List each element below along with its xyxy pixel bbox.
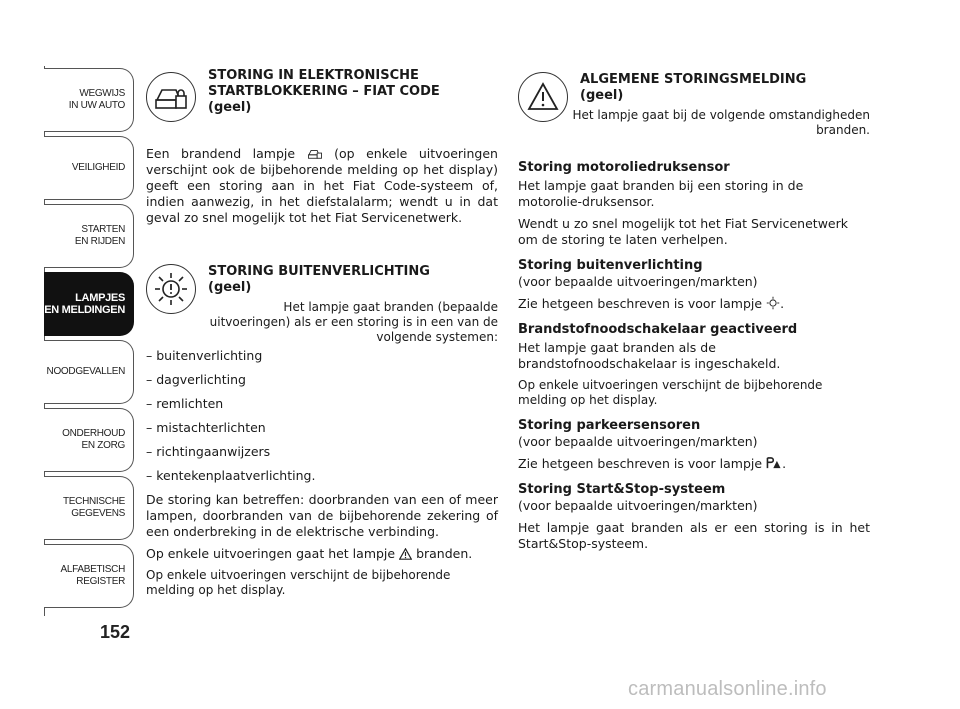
exterior-light-fault-icon	[146, 264, 196, 314]
s1-heading: Storing motoroliedruksensor	[518, 160, 730, 175]
list-item: – kentekenplaatverlichting.	[146, 468, 316, 483]
s4-p: Zie hetgeen beschreven is voor lampje .	[518, 456, 787, 471]
tab-technische[interactable]: TECHNISCHE GEGEVENS	[44, 476, 134, 540]
section2-title: STORING BUITENVERLICHTING	[208, 264, 430, 279]
s3-p1: Het lampje gaat branden als de brandstofnoodschakelaar is ingeschakeld.	[518, 340, 781, 371]
exterior-light-inline-icon	[766, 296, 780, 310]
s1-p2: Wendt u zo snel mogelijk tot het Fiat Servicenetwerk om de storing te laten verhelpen.	[518, 216, 848, 247]
section2-p3: Op enkele uitvoeringen verschijnt de bijbehorende melding op het display.	[146, 568, 451, 597]
section2-p1: De storing kan betreffen: doorbranden van een of meer lampen, doorbranden van de bijbehorende zekering of een onderbreking in de elektrische verbinding.	[146, 492, 498, 539]
warning-inline-icon	[399, 548, 412, 560]
systems-list	[146, 348, 498, 484]
s2-note: (voor bepaalde uitvoeringen/markten)	[518, 274, 758, 289]
left-column	[146, 68, 498, 604]
tab-onderhoud[interactable]: ONDERHOUD EN ZORG	[44, 408, 134, 472]
right-intro: Het lampje gaat bij de volgende omstandigheden branden.	[572, 108, 870, 137]
general-warning-icon	[518, 72, 568, 122]
tab-wegwijs[interactable]: WEGWIJS IN UW AUTO	[44, 68, 134, 132]
section1-color: (geel)	[208, 100, 252, 115]
fiat-code-icon	[146, 72, 196, 122]
right-column	[518, 68, 870, 558]
s2-p: Zie hetgeen beschreven is voor lampje .	[518, 296, 785, 311]
s2-heading: Storing buitenverlichting	[518, 258, 703, 273]
watermark: carmanualsonline.info	[628, 678, 827, 700]
s1-p1: Het lampje gaat branden bij een storing in de motorolie-druksensor.	[518, 178, 804, 209]
fiat-code-inline-icon	[307, 147, 323, 160]
chapter-tabs	[44, 68, 134, 612]
s5-note: (voor bepaalde uitvoeringen/markten)	[518, 498, 758, 513]
tab-noodgevallen[interactable]: NOODGEVALLEN	[44, 340, 134, 404]
list-item: – richtingaanwijzers	[146, 444, 271, 459]
list-item: – buitenverlichting	[146, 348, 263, 363]
s4-heading: Storing parkeersensoren	[518, 418, 701, 433]
s5-heading: Storing Start&Stop-systeem	[518, 482, 726, 497]
section2-p2: Op enkele uitvoeringen gaat het lampje branden.	[146, 546, 473, 561]
s5-p: Het lampje gaat branden als er een storing is in het Start&Stop-systeem.	[518, 520, 870, 551]
section1-title: STORING IN ELEKTRONISCHE STARTBLOKKERING – FIAT CODE	[208, 68, 440, 99]
tab-veiligheid[interactable]: VEILIGHEID	[44, 136, 134, 200]
tab-lampjes[interactable]: LAMPJES EN MELDINGEN	[44, 272, 134, 336]
list-item: – dagverlichting	[146, 372, 246, 387]
list-item: – mistachterlichten	[146, 420, 266, 435]
section1-body: Een brandend lampje (op enkele uitvoeringen verschijnt ook de bijbehorende melding op het display) geeft een storing aan in het Fiat Code-systeem of, indien aanwezig, in het diefstalalarm; wendt u in dat geval zo snel mogelijk tot het Fiat Servicenetwerk.	[146, 146, 498, 225]
section2-intro: Het lampje gaat branden (bepaalde uitvoeringen) als er een storing is in een van de volgende systemen:	[209, 300, 498, 344]
page-number: 152	[100, 622, 131, 642]
right-color: (geel)	[580, 88, 624, 103]
right-title: ALGEMENE STORINGSMELDING	[580, 72, 807, 87]
parking-sensor-inline-icon	[766, 456, 782, 470]
section2-color: (geel)	[208, 280, 252, 295]
tab-register[interactable]: ALFABETISCH REGISTER	[44, 544, 134, 608]
s3-p2: Op enkele uitvoeringen verschijnt de bijbehorende melding op het display.	[518, 378, 823, 407]
list-item: – remlichten	[146, 396, 224, 411]
s3-heading: Brandstofnoodschakelaar geactiveerd	[518, 322, 798, 337]
s4-note: (voor bepaalde uitvoeringen/markten)	[518, 434, 758, 449]
tab-starten[interactable]: STARTEN EN RIJDEN	[44, 204, 134, 268]
